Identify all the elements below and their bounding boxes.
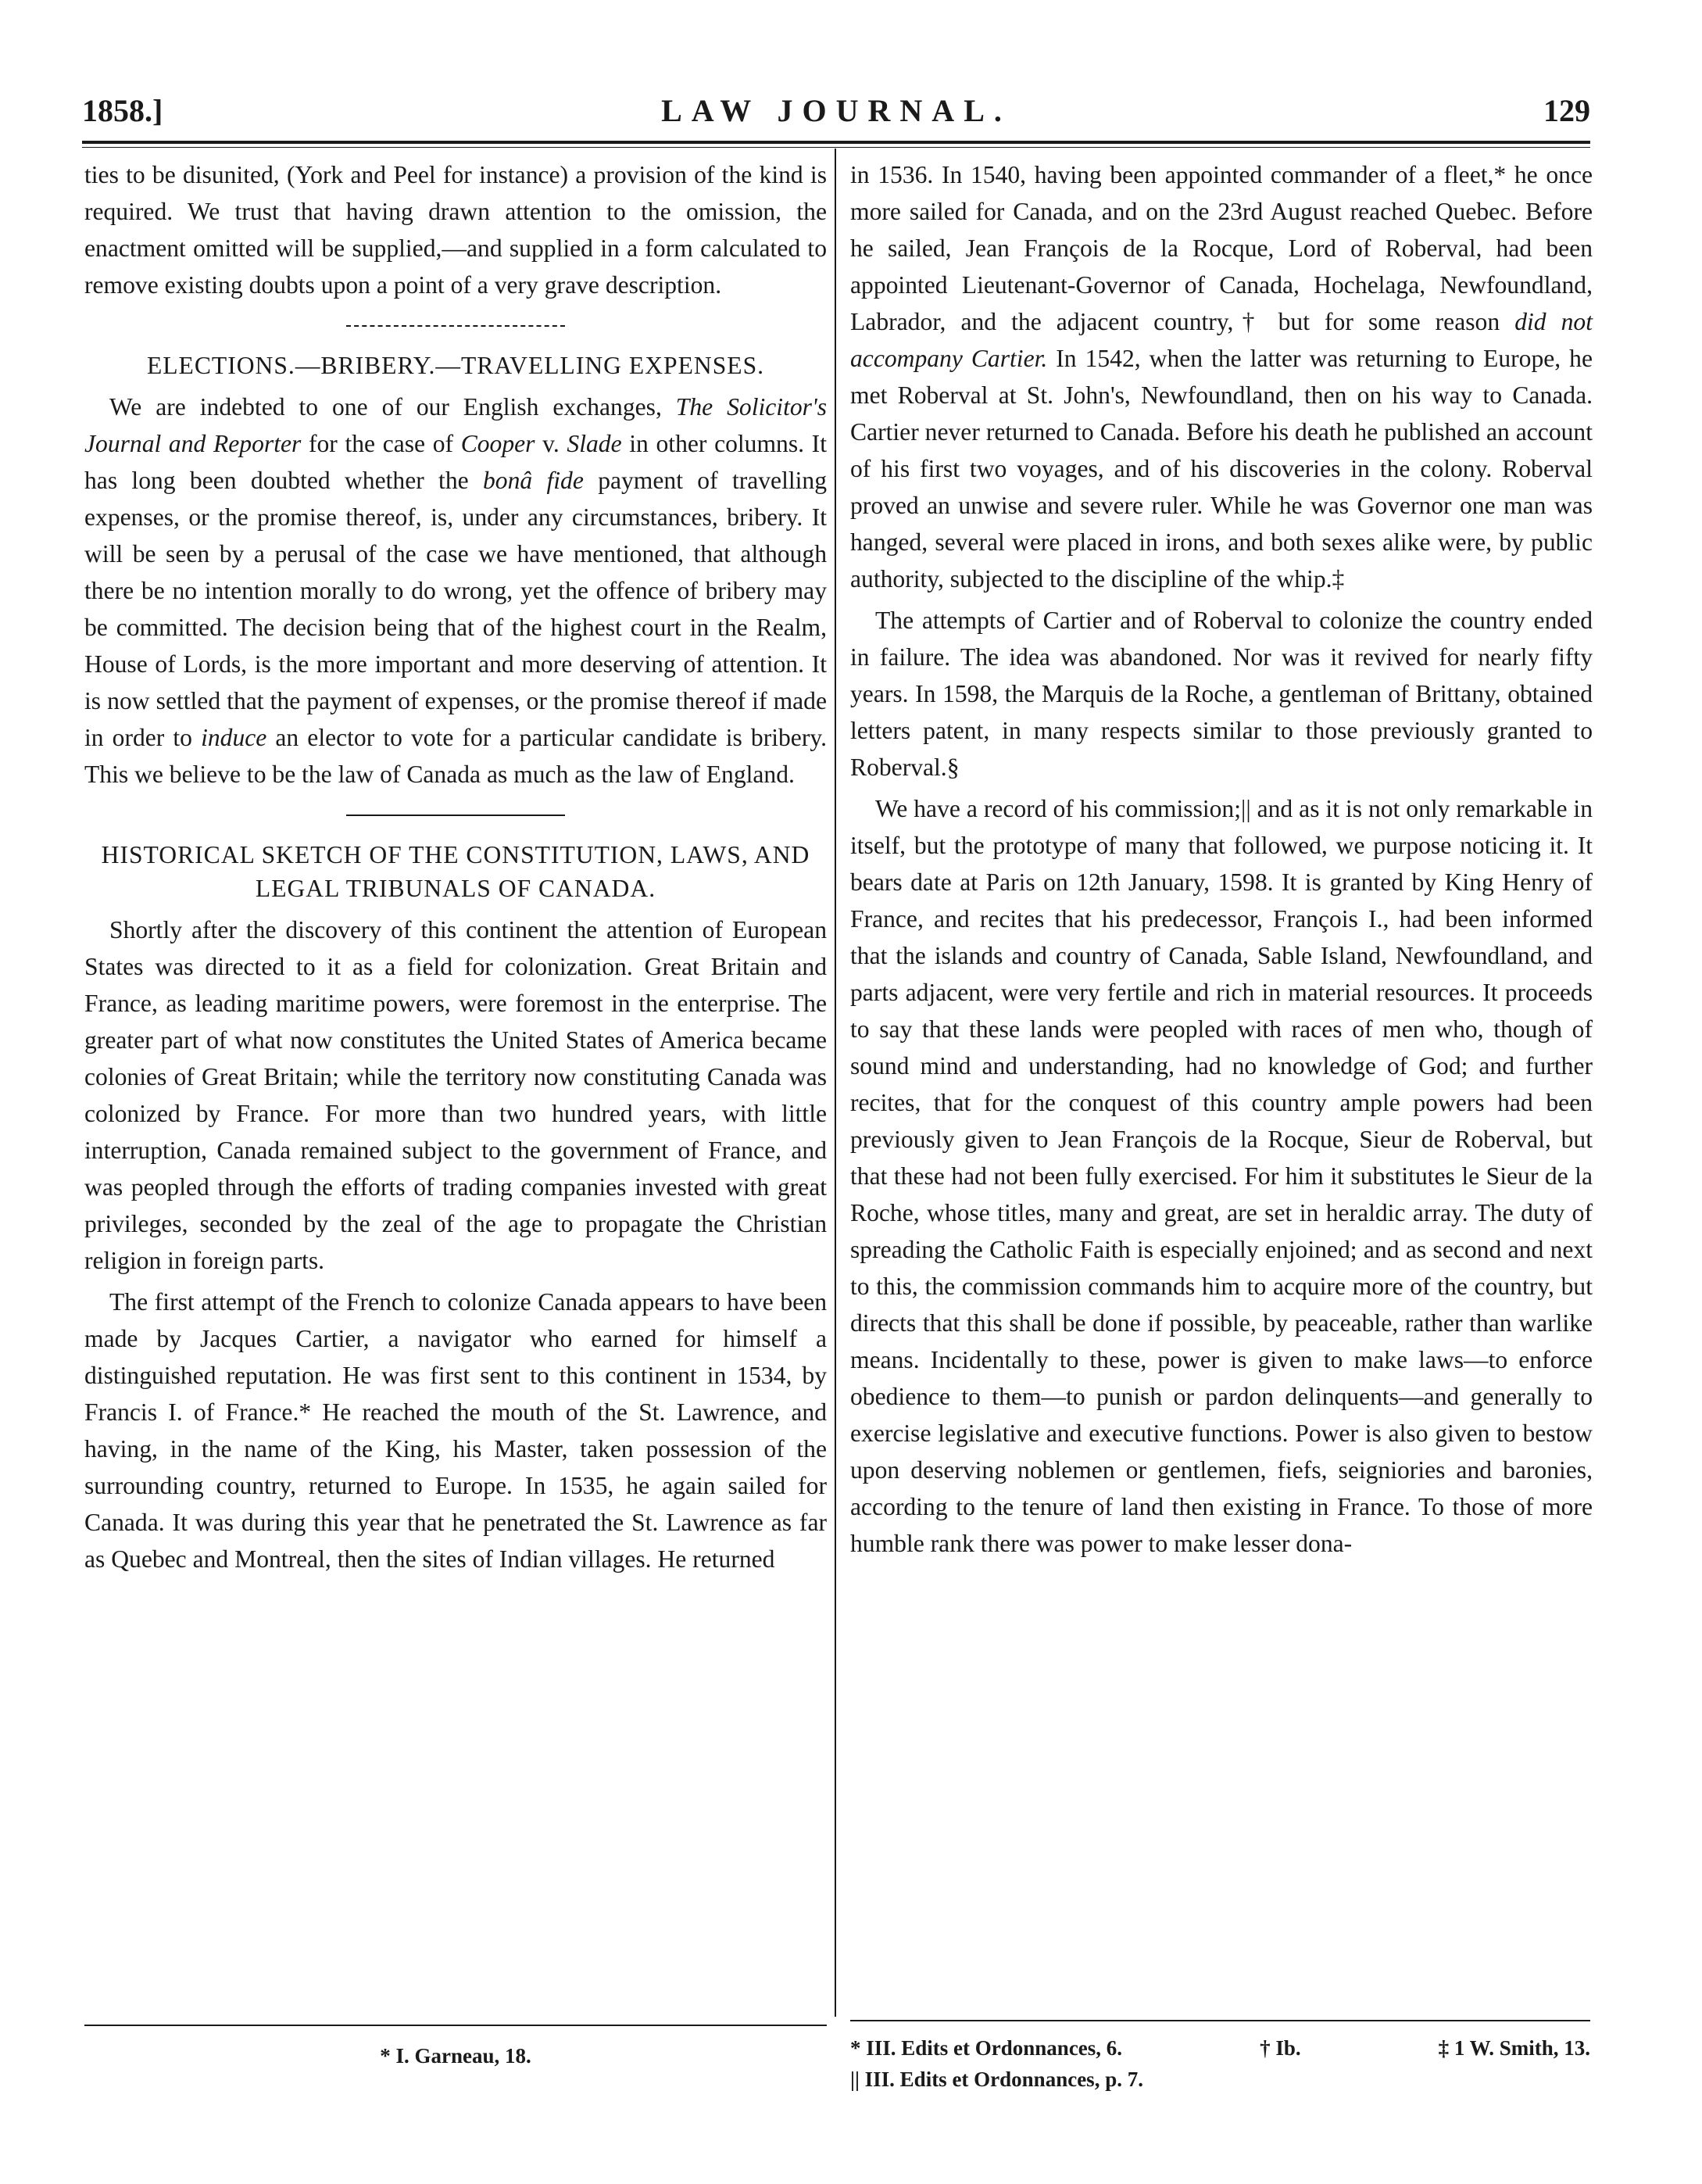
section-separator [346,325,565,327]
section-heading: ELECTIONS.—BRIBERY.—TRAVELLING EXPENSES. [146,352,765,379]
left-column [84,156,827,1582]
footnote-rule [84,2025,827,2026]
right-column [850,156,1593,1566]
paragraph: in 1536. In 1540, having been appointed commander of a fleet,* he once more sailed for Canada, and on the 23rd August reached Quebec. Before he sailed, Jean François de la Rocque, Lord of Roberval, had been appointed Lieutenant-Governor of Canada, Hochelaga, Newfoundland, Labrador, and the adjacent country,† but for some reason did not accompany Cartier. In 1542, when the latter was returning to Europe, he met Roberval at St. John's, Newfoundland, then on his way to Canada. Cartier never returned to Canada. Before his death he published an account of his first two voyages, and of his discoveries in the colony. Roberval proved an unwise and severe ruler. While he was Governor one man was hanged, several were placed in irons, and both sexes alike were, by public authority, subjected to the discipline of the whip.‡ [850,161,1593,593]
journal-title: LAW JOURNAL. [661,93,1011,128]
paragraph: The first attempt of the French to colonize Canada appears to have been made by Jacques Cartier, a navigator who earned for himself a distinguished reputation. He was first sent to this continent in 1534, by Francis I. of France.* He reached the mouth of the St. Lawrence, and having, in the name of the King, his Master, taken possession of the surrounding country, returned to Europe. In 1535, he again sailed for Canada. It was during this year that he penetrated the St. Lawrence as far as Quebec and Montreal, then the sites of Indian villages. He returned [84,1288,827,1573]
paragraph: The attempts of Cartier and of Roberval to colonize the country ended in failure. The idea was abandoned. Nor was it revived for nearly fifty years. In 1598, the Marquis de la Roche, a gentleman of Brittany, obtained letters patent, in many respects similar to those previously granted to Roberval.§ [850,607,1593,781]
header-rule [82,141,1590,144]
paragraph: Shortly after the discovery of this continent the attention of European States was directed to it as a field for colonization. Great Britain and France, as leading maritime powers, were foremost in the enterprise. The greater part of what now constitutes the United States of America became colonies of Great Britain; while the territory now constituting Canada was colonized by France. For more than two hundred years, with little interruption, Canada remained subject to the government of France, and was peopled through the efforts of trading companies invested with great privileges, seconded by the zeal of the age to propagate the Christian religion in foreign parts. [84,916,827,1274]
paragraph: We have a record of his commission;|| and as it is not only remarkable in itself, but the prototype of many that followed, we purpose noticing it. It bears date at Paris on 12th January, 1598. It is granted by King Henry of France, and recites that his predecessor, François I., had been informed that the islands and country of Canada, Sable Island, Newfoundland, and parts adjacent, were very fertile and rich in material resources. It proceeds to say that these lands were peopled with races of men who, though of sound mind and understanding, had no knowledge of God; and further recites, that for the conquest of this country ample powers had been previously given to Jean François de la Rocque, Sieur de Roberval, but that these had not been fully exercised. For him it substitutes le Sieur de la Roche, whose titles, many and great, are set in heraldic array. The duty of spreading the Catholic Faith is especially enjoined; and as second and next to this, the commission commands him to acquire more of the country, but directs that this shall be done if possible, by peaceable, rather than warlike means. Incidentally to these, power is given to make laws—to enforce obedience to them—to punish or pardon delinquents—and generally to exercise legislative and executive functions. Power is also given to bestow upon deserving noblemen or gentlemen, fiefs, seigniories and baronies, according to the tenure of land then existing in France. To those of more humble rank there was power to make lesser dona- [850,795,1593,1557]
footnote-rule [850,2020,1590,2021]
header-year: 1858.] [82,93,163,128]
footnote: † Ib. [1260,2036,1301,2060]
running-header [82,88,1590,134]
section-separator [346,815,565,816]
footnote: ‡ 1 W. Smith, 13. [1438,2036,1590,2060]
footnote: || III. Edits et Ordonnances, p. 7. [850,2068,1143,2091]
footnote: * I. Garneau, 18. [380,2044,531,2068]
paragraph: We are indebted to one of our English exchanges, The Solicitor's Journal and Reporter for the case of Cooper v. Slade in other columns. It has long been doubted whether the bonâ fide payment of travelling expenses, or the promise thereof, is, under any circumstances, bribery. It will be seen by a perusal of the case we have mentioned, that although there be no intention morally to do wrong, yet the offence of bribery may be committed. The decision being that of the highest court in the Realm, House of Lords, is the more important and more deserving of attention. It is now settled that the payment of expenses, or the promise thereof if made in order to induce an elector to vote for a particular candidate is bribery. This we believe to be the law of Canada as much as the law of England. [84,393,828,788]
paragraph: ties to be disunited, (York and Peel for instance) a provision of the kind is required. We trust that having drawn attention to the omission, the enactment omitted will be supplied,—and supplied in a form calculated to remove existing doubts upon a point of a very grave description. [84,161,827,299]
section-heading: HISTORICAL SKETCH OF THE CONSTITUTION, LAWS, AND LEGAL TRIBUNALS OF CANADA. [101,841,810,902]
footnote: * III. Edits et Ordonnances, 6. [850,2036,1123,2060]
column-divider [835,149,836,2017]
header-rule-thin [82,147,1590,148]
page-number: 129 [1543,93,1590,128]
footnotes-right [850,2032,1590,2095]
